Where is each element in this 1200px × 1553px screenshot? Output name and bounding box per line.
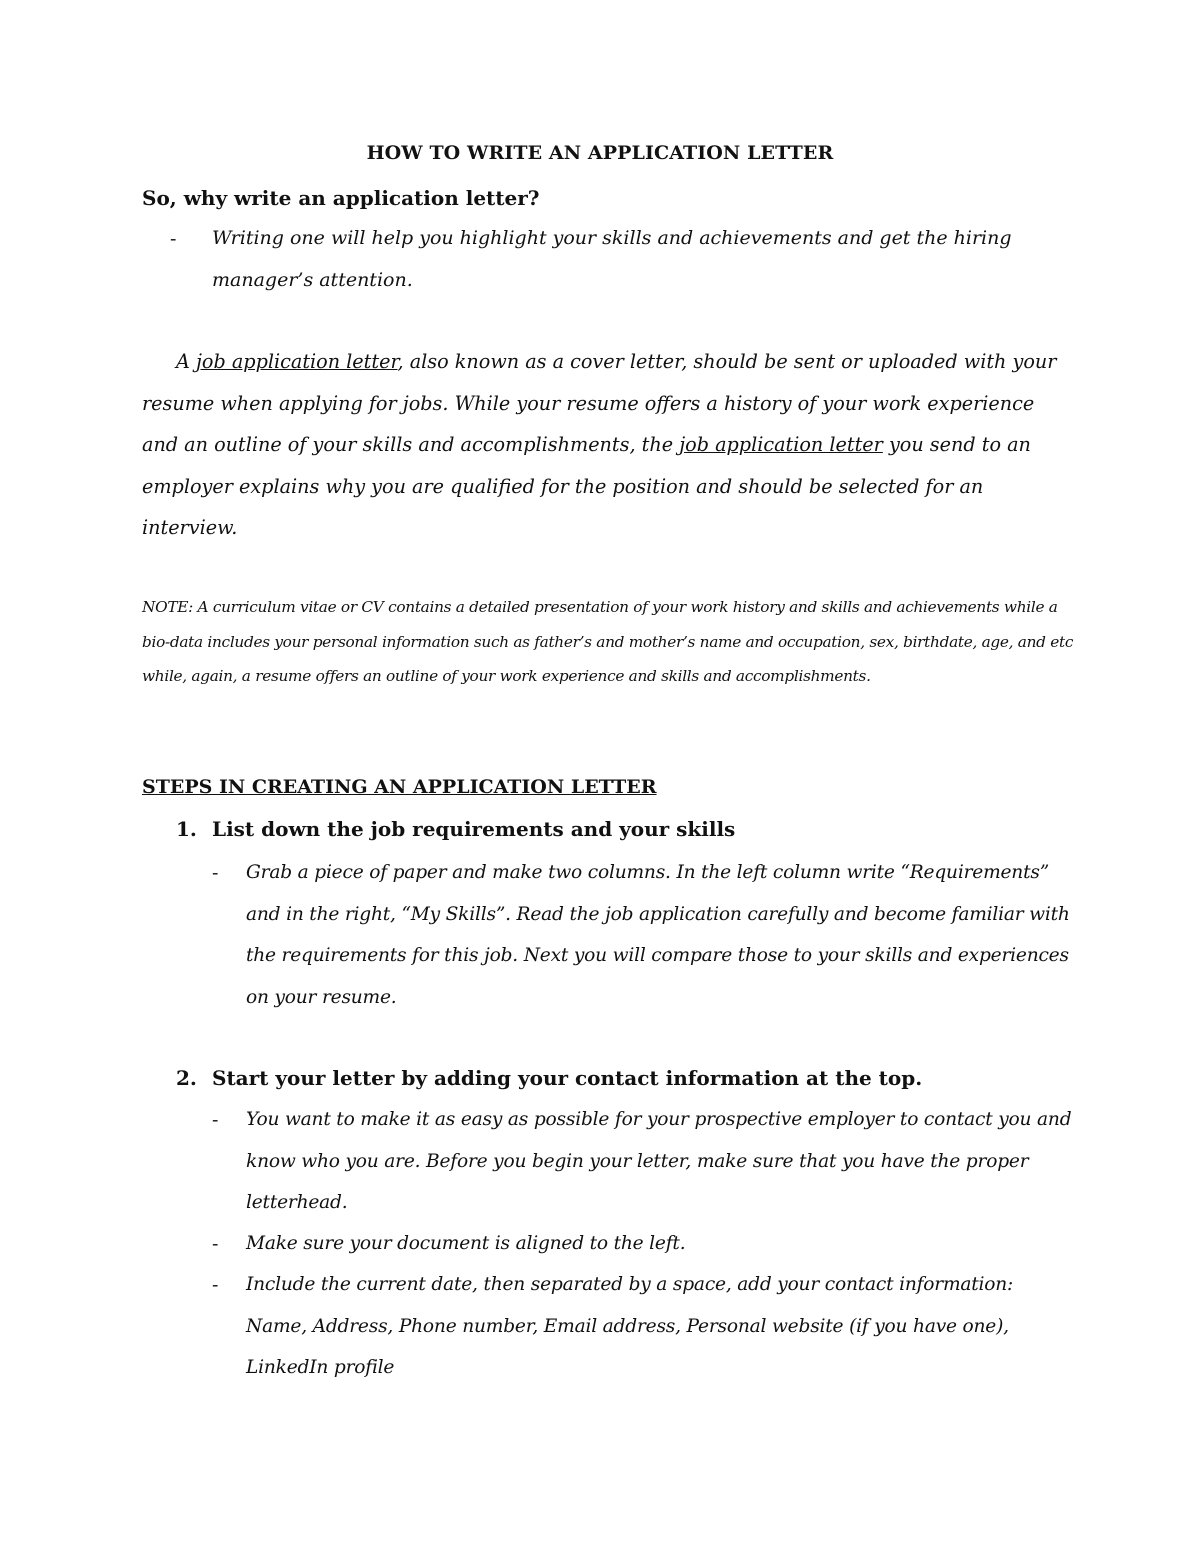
job-application-letter-link-2: job application letter <box>679 433 883 456</box>
job-application-letter-link-1: job application letter <box>195 350 398 373</box>
note-paragraph: NOTE: A curriculum vitae or CV contains a detailed presentation of your work history and skills and achievements while a bio-data includes your personal information such as father’s and mother’s name and occupation, sex, birthdate, age, and etc while, again, a resume offers an outline of your work experience and skills and accomplishments. <box>142 598 1074 685</box>
step-1-title-text: List down the job requirements and your skills <box>212 817 736 841</box>
step-2-title-text: Start your letter by adding your contact information at the top. <box>212 1066 923 1090</box>
why-bullet-text: Writing one will help you highlight your skills and achievements and get the hiring manager’s attention. <box>212 227 1012 291</box>
steps-heading: STEPS IN CREATING AN APPLICATION LETTER <box>142 776 657 798</box>
bullet-dash: - <box>212 1109 219 1131</box>
step-2-bullet-2-text: Make sure your document is aligned to the left. <box>246 1233 686 1254</box>
step-1-number: 1. <box>176 817 197 841</box>
bullet-dash: - <box>212 1274 219 1296</box>
step-2-bullet-1-text: You want to make it as easy as possible for your prospective employer to contact you and know who you are. Before you begin your letter, make sure that you have the proper letterhead. <box>246 1109 1072 1213</box>
bullet-dash: - <box>170 228 177 250</box>
step-2-title <box>176 1066 922 1090</box>
intro-text-3: you send to an employer explains why you are qualified for the position and should be selected for an interview. <box>142 433 1031 539</box>
bullet-dash: - <box>212 1233 219 1255</box>
bullet-dash: - <box>212 862 219 884</box>
intro-paragraph <box>142 341 1072 549</box>
step-1-title <box>176 817 735 841</box>
intro-text-2: , also known as a cover letter, should be sent or uploaded with your resume when applying for jobs. While your resume offers a history of your work experience and an outline of your skills and accomplishments, the <box>142 350 1057 456</box>
step-2-bullet-3-text: Include the current date, then separated by a space, add your contact information: Name, Address, Phone number, Email address, Personal website (if you have one), LinkedIn profile <box>246 1274 1014 1378</box>
why-heading: So, why write an application letter? <box>142 186 540 210</box>
step-1-bullet-1-text: Grab a piece of paper and make two columns. In the left column write “Requirements” and in the right, “My Skills”. Read the job application carefully and become familiar with the requirements for this job. Next you will compare those to your skills and experiences on your resume. <box>246 862 1070 1008</box>
document-title: HOW TO WRITE AN APPLICATION LETTER <box>366 142 834 164</box>
step-2-number: 2. <box>176 1066 197 1090</box>
intro-text-1: A <box>176 350 196 373</box>
